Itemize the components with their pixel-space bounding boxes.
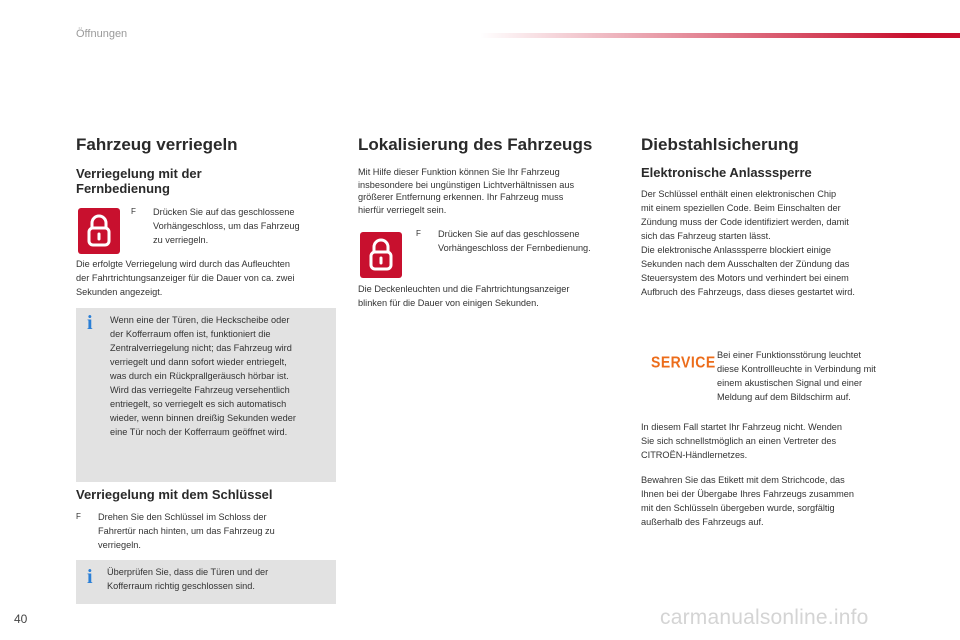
info-text — [107, 565, 333, 593]
info-text — [110, 313, 334, 439]
subtitle-key-locking: Verriegelung mit dem Schlüssel — [76, 487, 273, 502]
text-line: Überprüfen Sie, dass die Türen und der — [107, 567, 269, 577]
bullet-line: zu verriegeln. — [153, 235, 209, 245]
text-line: Sie sich schnellstmöglich an einen Vertreter des — [641, 436, 837, 446]
text-line: Steuersystem des Motors und verhindert bei einem — [641, 273, 849, 283]
bullet-mark: F — [131, 207, 136, 216]
header-accent-line — [480, 33, 960, 38]
text-line: Zündung muss der Code identifiziert werden, damit — [641, 217, 849, 227]
paragraph-service-warning — [717, 348, 917, 404]
text-line: der Kofferraum offen ist, funktioniert die — [110, 329, 271, 339]
paragraph-lock-confirmation — [76, 257, 341, 299]
text-line: Kofferraum richtig geschlossen sind. — [107, 581, 255, 591]
info-icon: i — [87, 312, 93, 334]
bullet-line: Drücken Sie auf das geschlossene — [153, 207, 295, 217]
text-line: Aufbruch des Fahrzeugs, dass dieses gestartet wird. — [641, 287, 855, 297]
paragraph-immobiliser — [641, 187, 911, 299]
text-line: CITROËN-Händlernetzes. — [641, 450, 748, 460]
text-line: In diesem Fall startet Ihr Fahrzeug nicht. Wenden — [641, 422, 843, 432]
text-line: entriegelt, so verriegelt es sich automatisch — [110, 399, 287, 409]
page-number: 40 — [14, 612, 28, 626]
text-line: insbesondere bei ungünstigen Lichtverhältnissen aus — [358, 179, 575, 190]
text-line: Die erfolgte Verriegelung wird durch das Aufleuchten — [76, 259, 290, 269]
text-line: hierfür verriegelt sein. — [358, 204, 447, 215]
bullet-line: Vorhängeschloss der Fernbedienung. — [438, 243, 591, 253]
bullet-line: Fahrertür nach hinten, um das Fahrzeug zu — [98, 526, 275, 536]
subtitle-electronic-immobiliser: Elektronische Anlasssperre — [641, 165, 812, 180]
bullet-turn-key — [76, 510, 336, 552]
bullet-line: verriegeln. — [98, 540, 141, 550]
text-line: Meldung auf dem Bildschirm auf. — [717, 392, 851, 402]
paragraph-locating-intro — [358, 166, 623, 216]
text-line: Die elektronische Anlasssperre blockiert einige — [641, 245, 831, 255]
text-line: wieder, wenn binnen dreißig Sekunden weder — [110, 413, 296, 423]
text-line: Bei einer Funktionsstörung leuchtet — [717, 350, 862, 360]
text-line: Der Schlüssel enthält einen elektronischen Chip — [641, 189, 837, 199]
text-line: sich das Fahrzeug starten lässt. — [641, 231, 771, 241]
text-line: größerer Entfernung erkennen. Ihr Fahrzeug muss — [358, 192, 564, 202]
info-box-check-doors — [76, 560, 336, 604]
bullet-mark: F — [416, 229, 421, 238]
text-line: Ihnen bei der Übergabe Ihres Fahrzeugs zusammen — [641, 489, 854, 499]
text-line: Wenn eine der Türen, die Heckscheibe oder — [110, 315, 290, 325]
text-line: verriegelt und dann sofort wieder entriegelt, — [110, 357, 287, 367]
text-line: Bewahren Sie das Etikett mit dem Strichcode, das — [641, 475, 845, 485]
subtitle-remote-locking — [76, 167, 202, 197]
text-line: blinken für die Dauer von einigen Sekunden. — [358, 298, 539, 308]
text-line: diese Kontrollleuchte in Verbindung mit — [717, 364, 876, 374]
bullet-mark: F — [76, 512, 81, 521]
title-anti-theft: Diebstahlsicherung — [641, 135, 799, 154]
text-line: was durch ein Rückprallgeräusch hörbar ist. — [110, 371, 289, 381]
text-line: außerhalb des Fahrzeugs auf. — [641, 517, 764, 527]
title-vehicle-locating: Lokalisierung des Fahrzeugs — [358, 135, 593, 154]
section-label: Öffnungen — [76, 28, 128, 40]
text-line: mit einem speziellen Code. Beim Einschalten der — [641, 203, 841, 213]
watermark: carmanualsonline.info — [660, 606, 869, 629]
title-vehicle-locking: Fahrzeug verriegeln — [76, 135, 238, 154]
subtitle-remote-line2: Fernbedienung — [76, 180, 170, 196]
paragraph-contact-dealer — [641, 420, 911, 462]
subtitle-remote-line1: Verriegelung mit der — [76, 166, 202, 181]
bullet-press-lock — [131, 205, 341, 247]
text-line: eine Tür noch der Kofferraum geöffnet wird. — [110, 427, 288, 437]
text-line: mit den Schlüsseln übergeben wurde, sorgfältig — [641, 503, 835, 513]
padlock-closed-icon — [78, 208, 120, 254]
text-line: Sekunden nach dem Ausschalten der Zündung das — [641, 259, 850, 269]
info-icon: i — [87, 566, 93, 588]
paragraph-lights-flash — [358, 282, 623, 310]
text-line: Sekunden angezeigt. — [76, 287, 163, 297]
text-line: der Fahrtrichtungsanzeiger für die Dauer von ca. zwei — [76, 273, 295, 283]
text-line: Zentralverriegelung nicht; das Fahrzeug wird — [110, 343, 292, 353]
bullet-line: Vorhängeschloss, um das Fahrzeug — [153, 221, 300, 231]
info-box-open-doors — [76, 308, 336, 482]
text-line: einem akustischen Signal und einer — [717, 378, 863, 388]
bullet-press-locate — [416, 227, 636, 255]
bullet-line: Drücken Sie auf das geschlossene — [438, 229, 580, 239]
text-line: Wird das verriegelte Fahrzeug versehentlich — [110, 385, 290, 395]
text-line: Mit Hilfe dieser Funktion können Sie Ihr Fahrzeug — [358, 167, 560, 177]
padlock-closed-icon — [360, 232, 402, 278]
text-line: Die Deckenleuchten und die Fahrtrichtungsanzeiger — [358, 284, 570, 294]
service-warning-icon: SERVICE — [651, 352, 716, 372]
bullet-line: Drehen Sie den Schlüssel im Schloss der — [98, 512, 267, 522]
paragraph-barcode-label — [641, 473, 911, 529]
